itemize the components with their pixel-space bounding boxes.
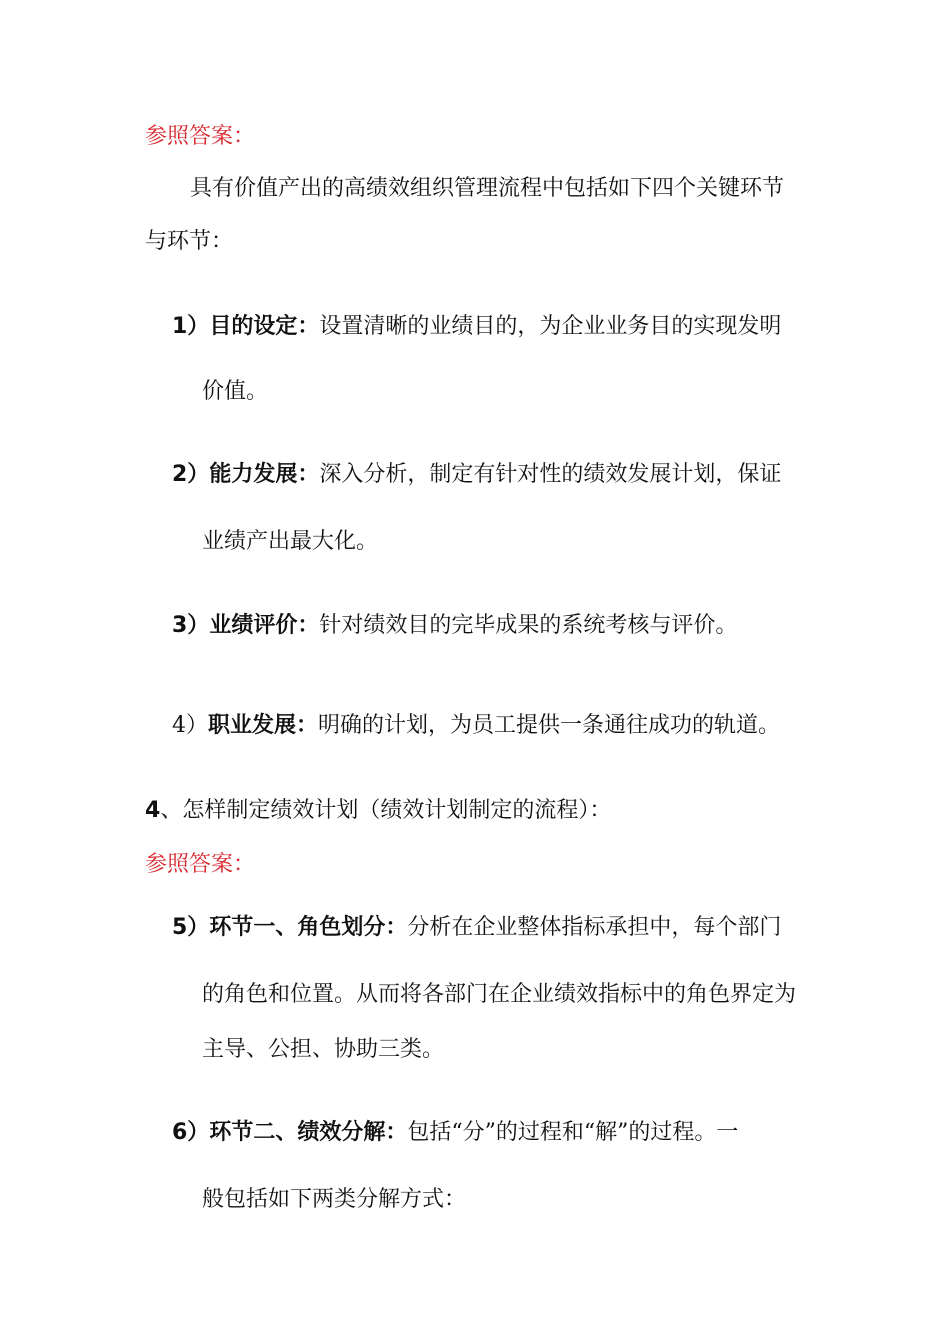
list-item-number: 6） [172,1120,210,1145]
question-heading [145,796,611,826]
list-item-title: 目的设定： [209,314,320,339]
list-item-text: 明确的计划，为员工提供一条通往成功的轨道。 [318,713,781,738]
reference-answer-label: 参照答案： [145,852,256,877]
list-item-title: 环节二、绩效分解： [209,1120,408,1145]
list-item-1-continuation: 价值。 [202,379,269,404]
question-number: 4 [145,798,161,823]
list-item-text: 深入分析，制定有针对性的绩效发展计划，保证 [319,462,782,487]
question-text: 、怎样制定绩效计划（绩效计划制定的流程）： [160,798,612,823]
list-item-number: 2） [172,462,210,487]
intro-line-1: 具有价值产出的高绩效组织管理流程中包括如下四个关键环节 [190,176,785,201]
list-item-1 [172,312,781,342]
list-item-5 [172,913,781,943]
list-item-title: 职业发展： [208,713,319,738]
list-item-number: 4） [172,713,208,738]
list-item-text: 分析在企业整体指标承担中，每个部门 [407,915,782,940]
list-item-text: 包括“分”的过程和“解”的过程。一 [407,1120,739,1145]
list-item-number: 5） [172,915,210,940]
list-item-6 [172,1118,738,1148]
list-item-title: 环节一、角色划分： [209,915,408,940]
list-item-text: 针对绩效目的完毕成果的系统考核与评价。 [319,613,738,638]
list-item-2-continuation: 业绩产出最大化。 [202,529,379,554]
list-item-title: 能力发展： [209,462,320,487]
list-item-3 [172,611,737,641]
list-item-title: 业绩评价： [209,613,320,638]
list-item-5-continuation-2: 主导、公担、协助三类。 [202,1037,445,1062]
intro-line-2: 与环节： [145,229,234,254]
list-item-number: 1） [172,314,210,339]
list-item-text: 设置清晰的业绩目的，为企业业务目的实现发明 [319,314,782,339]
list-item-4 [172,711,780,741]
list-item-number: 3） [172,613,210,638]
list-item-6-continuation: 般包括如下两类分解方式： [202,1187,467,1212]
list-item-2 [172,460,781,490]
reference-answer-label: 参照答案： [145,124,256,149]
list-item-5-continuation-1: 的角色和位置。从而将各部门在企业绩效指标中的角色界定为 [202,982,797,1007]
